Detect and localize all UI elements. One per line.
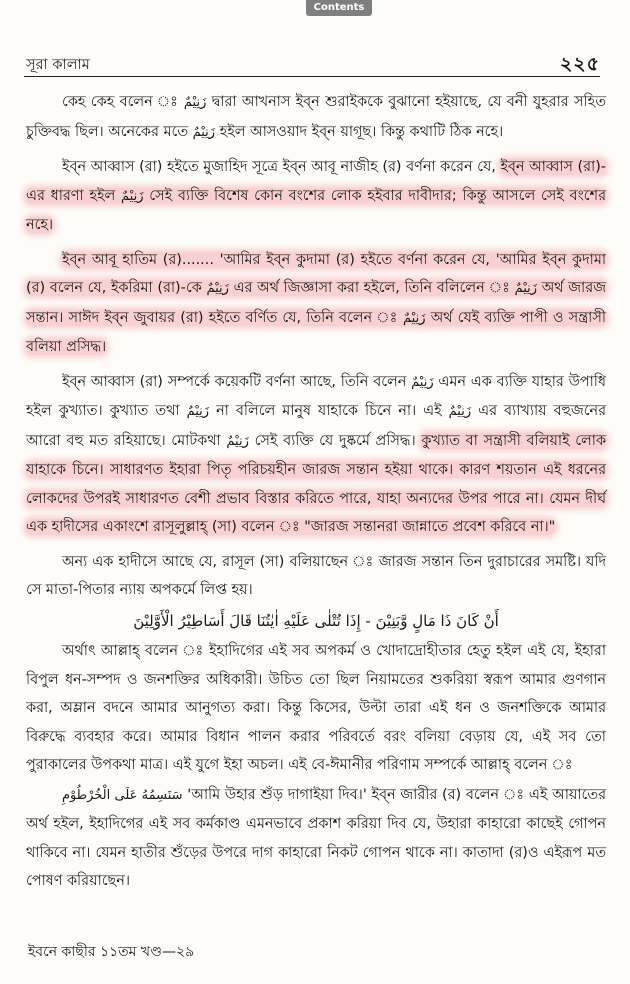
paragraph-3 [26,246,606,362]
paragraph-7: سَنَسِمُهُ عَلَى الْخُرْطُوْمِ 'আমি উহার শুঁড় দাগাইয়া দিব।' ইব্‌ন জারীর (র) বলেন ঃ এই আয়াতের অর্থ হইল, ইহাদিগের এই সব কর্মকাণ্ড এমনভাবে প্রকাশ করিয়া দিব যে, উহারা কাহারো কাছেই গোপন থাকিবে না। যেমন হাতীর শুঁড়ের উপরে দাগ কাহারো নিকট গোপন থাকে না। কাতাদা (র)ও এইরূপ মত পোষণ করিয়াছেন। [26,786,607,889]
arabic-zaneem: زَنِيْمٌ [183,95,207,110]
arabic-zaneem: زَنِيْمٌ [448,404,472,419]
highlight-annotation: ইব্‌ন আব্বাস (রা)-এর ধারণা হইল زَنِيْمٌ সেই ব্যক্তি বিশেষ কোন বংশের লোক হইবার দাবীদার; কিন্তু আসলে সেই বংশের নহে। [26,159,607,233]
contents-tab[interactable]: Contents [306,0,372,16]
arabic-zaneem: زَنِيْمٌ [186,404,210,419]
page-header [24,50,600,77]
page-number: ২২৫ [559,53,600,75]
quran-verse: سَنَسِمُهُ عَلَى الْخُرْطُوْمِ [62,787,183,803]
paragraph-2: ইব্‌ন আব্বাস (রা) হইতে মুজাহিদ সূত্রে ইব্‌ন আবূ নাজীহ (র) বর্ণনা করেন যে, ইব্‌ন আব্বাস (রা)-এর ধারণা হইল زَنِيْمٌ সেই ব্যক্তি বিশেষ কোন বংশের লোক হইবার দাবীদার; কিন্তু আসলে সেই বংশের নহে। [26,159,607,233]
surah-title: সূরা কালাম [26,57,90,73]
arabic-zaneem: زَنِيْمٌ [121,188,144,204]
arabic-zaneem: زَنِيْمٌ [226,433,249,449]
page-body [26,88,606,902]
arabic-zaneem: زَنِيْمٌ [514,281,538,296]
page-footer: ইবনে কাছীর ১১তম খণ্ড—২৯ [28,944,195,960]
arabic-zaneem: زَنِيْمٌ [206,281,229,296]
paragraph-5: অন্য এক হাদীসে আছে যে, রাসূল (সা) বলিয়াছেন ঃ জারজ সন্তান তিন দুরাচারের সমষ্টি। যদি সে মাতা-পিতার ন্যায় অপকর্মে লিপ্ত হয়। [26,553,606,598]
quran-verse: أَنْ كَانَ ذَا مَالٍ وَّبَنِيْنَ - إِذَا تُتْلٰى عَلَيْهِ اٰيٰتُنَا قَالَ أَسَاطِيْرُ الْأَوَّلِيْنَ [133,611,499,630]
highlight-annotation: ইব্‌ন আবূ হাতিম (র)....... 'আমির ইব্‌ন কুদামা (র) হইতে বর্ণনা করেন যে, 'আমির ইব্‌ন কুদামা (র) বলেন যে, ইকরিমা (রা)-কে زَنِيْمٌ এর অর্থ জিজ্ঞাসা করা হইলে, তিনি বলিলেন ঃ زَنِيْمٌ অর্থ জারজ সন্তান। সাঈদ ইব্‌ন জুবায়র (রা) হইতে বর্ণিত যে, তিনি বলেন ঃ زَنِيْمٌ অর্থ যেই ব্যক্তি পাপী ও সন্ত্রাসী বলিয়া প্রসিদ্ধ। [26,251,606,355]
arabic-zaneem: زَنِيْمٌ [411,374,434,390]
arabic-zaneem: زَنِيْمٌ [403,310,426,326]
arabic-zaneem: زَنِيْمٌ [192,124,216,140]
highlight-annotation: কুখ্যাত বা সন্ত্রাসী বলিয়াই লোক যাহাকে চিনে। সাধারণত ইহারা পিতৃ পরিচয়হীন জারজ সন্তান হইয়া থাকে। কারণ শয়তান এই ধরনের লোকদের উপরই সাধারণত বেশী প্রভাব বিস্তার করিতে পারে, যাহা অন্যদের উপর পারে না। যেমন দীর্ঘ এক হাদীসের একাংশে রাসূলুল্লাহ্ (সা) বলেন ঃ "জারজ সন্তানরা জান্নাতে প্রবেশ করিবে না।" [26,432,607,535]
paragraph-1: কেহ কেহ বলেন ঃ زَنِيْمٌ দ্বারা আখনাস ইব্‌ন শুরাইককে বুঝানো হইয়াছে, যে বনী যুহরার সহিত চুক্তিবদ্ধ ছিল। অনেকের মতে زَنِيْمٌ হইল আসওয়াদ ইব্‌ন য়াগূছ। কিন্তু কথাটি ঠিক নহে। [26,94,606,140]
paragraph-4: ইব্‌ন আব্বাস (রা) সম্পর্কে কয়েকটি বর্ণনা আছে, তিনি বলেন زَنِيْمٌ এমন এক ব্যক্তি যাহার উপাধি হইল কুখ্যাত। কুখ্যাত তথা زَنِيْمٌ না বলিলে মানুষ যাহাকে চিনে না। এই زَنِيْمٌ এর ব্যাখ্যায় বহুজনের আরো বহু মত রহিয়াছে। মোটকথা زَنِيْمٌ সেই ব্যক্তি যে দুষ্কর্মে প্রসিদ্ধ। কুখ্যাত বা সন্ত্রাসী বলিয়াই লোক যাহাকে চিনে। সাধারণত ইহারা পিতৃ পরিচয়হীন জারজ সন্তান হইয়া থাকে। কারণ শয়তান এই ধরনের লোকদের উপরই সাধারণত বেশী প্রভাব বিস্তার করিতে পারে, যাহা অন্যদের উপর পারে না। যেমন দীর্ঘ এক হাদীসের একাংশে রাসূলুল্লাহ্ (সা) বলেন ঃ "জারজ সন্তানরা জান্নাতে প্রবেশ করিবে না।" [26,373,607,535]
paragraph-6: অর্থাৎ আল্লাহ্ বলেন ঃ ইহাদিগের এই সব অপকর্ম ও খোদাদ্রোহীতার হেতু হইল এই যে, ইহারা বিপুল ধন-সম্পদ ও জনশক্তির অধিকারী। উচিত তো ছিল নিয়ামতের শুকরিয়া স্বরূপ আমার গুণগান করা, অম্লান বদনে আমার আনুগত্য করা। কিন্তু কিসের, উল্টা তারা এই ধন ও জনশক্তিকে আমার বিরুদ্ধে ব্যবহার করে। আমার বিধান পালন করার পরিবর্তে বরং বলিয়া বেড়ায় যে, এই সব তো পুরাকালের উপকথা মাত্র। এই যুগে ইহা অচল। এই বে-ঈমানীর পরিণাম সম্পর্কে আল্লাহ্ বলেন ঃ [26,643,606,773]
